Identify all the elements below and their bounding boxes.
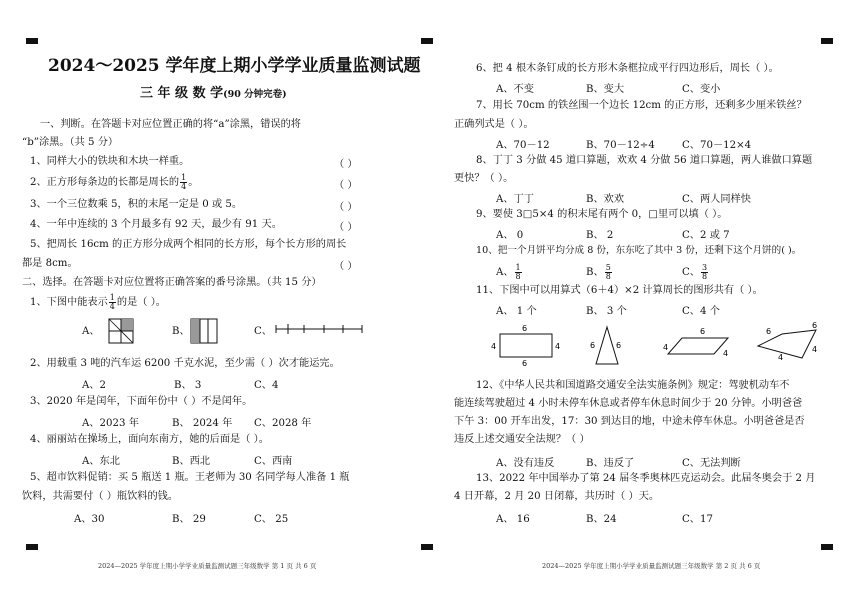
choice-q13-option-b: B、24 [586,514,617,525]
svg-text:6: 6 [616,341,622,350]
judge-q2: 2、正方形每条边的长都是周长的 $\frac{1}{4}$ 。 [30,172,199,191]
choice-q12-option-c: C、无法判断 [682,458,741,469]
judge-q5-line2: 都是 8cm。 [22,258,78,269]
choice-q6-option-c: C、变小 [682,84,721,95]
choice-q3: 3、2020 年是闰年，下面年份中（ ）不是闰年。 [30,396,253,407]
page-footer: 2024—2025 学年度上期小学学业质量监测试题三年级数学 第 2 页 共 6 页 [542,562,761,570]
answer-paren: （ ） [334,180,358,191]
duration-note: (90 分钟完卷) [223,89,287,100]
answer-paren: （ ） [334,202,358,213]
choice-q4-option-b: B、西北 [172,456,211,467]
choice-q12-line3: 下午 3：00 开车出发，17：30 到达目的地，中途未停车休息。小明爸爸是否 [454,416,805,427]
judge-q5-line1: 5、把周长 16cm 的正方形分成两个相同的长方形，每个长方形的周长 [30,239,347,250]
answer-paren: （ ） [334,261,358,272]
choice-q8-option-a: A、丁丁 [496,194,534,205]
choice-q4: 4、丽丽站在操场上，面向东南方，她的后面是（ ）。 [30,434,269,445]
fraction-one-eighth: $\frac{1}{8}$ [515,262,521,281]
svg-text:4: 4 [812,345,818,354]
svg-text:6: 6 [812,322,818,330]
choice-q6-option-b: B、变大 [586,84,625,95]
fraction-one-quarter: $\frac{1}{4}$ [181,172,187,191]
rectangle-thirds-shaded-figure [190,318,218,344]
choice-q2: 2、用载重 3 吨的汽车运 6200 千克水泥，至少需（ ）次才能运完。 [30,358,340,369]
choice-q11-option-b: B、 3 个 [586,306,627,317]
choice-q6-option-a: A、不变 [496,84,534,95]
section1-intro-line2: “b”涂黑。（共 5 分） [22,137,119,148]
choice-q5-option-b: B、 29 [172,514,206,525]
svg-text:4: 4 [491,342,497,351]
square-one-quarter-shaded-figure [108,318,134,344]
svg-text:6: 6 [522,359,528,368]
segmented-line-figure [274,322,364,336]
triangle-shape [590,327,621,364]
choice-q5-option-c: C、 25 [254,514,289,525]
choice-q11-option-a: A、 1 个 [496,306,537,317]
exam-page-2 [446,0,850,595]
choice-q10-option-c: C、 $\frac{3}{8}$ [682,262,708,281]
svg-text:6: 6 [522,324,528,333]
choice-q1-option-a: A、 [82,326,100,337]
svg-text:4: 4 [555,342,561,351]
exam-title: 2024～2025 学年度上期小学学业质量监测试题 [48,56,421,76]
choice-q12-line4: 违反上述交通安全法规？（ ） [454,434,590,445]
choice-q3-option-b: B、 2024 年 [172,418,233,429]
svg-text:4: 4 [778,353,784,362]
svg-text:6: 6 [590,341,596,350]
choice-q1: 1、下图中能表示 $\frac{1}{4}$ 的是（ ）。 [30,292,166,311]
choice-q5-option-a: A、30 [74,514,105,525]
choice-q13-option-a: A、 16 [496,514,530,525]
choice-q7-line1: 7、用长 70cm 的铁丝围一个边长 12cm 的正方形，还剩多少厘米铁丝？ [476,100,807,111]
subject-name: 三 年 级 数 学 [140,86,224,101]
fraction-three-eighths: $\frac{3}{8}$ [701,262,708,281]
choice-q12-option-b: B、违反了 [586,458,635,469]
choice-q13-line1: 13、2022 年中国举办了第 24 届冬季奥林匹克运动会。此届冬奥会于 2 月 [476,473,816,484]
choice-q2-option-b: B、 3 [174,380,202,391]
choice-q11-option-c: C、4 个 [682,306,720,317]
choice-q13-line2: 4 日开幕，2 月 20 日闭幕，共历时（ ）天。 [454,491,660,502]
choice-q12-option-a: A、没有违反 [496,458,555,469]
choice-q5-line1: 5、超市饮料促销：买 5 瓶送 1 瓶。王老师为 30 名同学每人准备 1 瓶 [30,472,350,483]
fraction-one-quarter: $\frac{1}{4}$ [109,292,115,311]
choice-q2-option-a: A、2 [82,380,107,391]
answer-paren: （ ） [334,222,358,233]
choice-q13-option-c: C、17 [682,514,713,525]
choice-q3-option-c: C、2028 年 [254,418,312,429]
choice-q8-option-b: B、欢欢 [586,194,625,205]
answer-paren: （ ） [334,159,358,170]
exam-subtitle [140,86,287,103]
choice-q7-line2: 正确列式是（ ）。 [454,119,534,130]
choice-q12-line2: 能连续驾驶超过 4 小时未停车休息或者停车休息时间少于 20 分钟。小明爸爸 [454,398,803,409]
svg-text:6: 6 [766,327,772,336]
section2-intro: 二、选择。在答题卡对应位置将正确答案的番号涂黑。（共 15 分） [22,277,322,288]
choice-q12-line1: 12、《中华人民共和国道路交通安全法实施条例》规定：驾驶机动车不 [476,380,790,391]
choice-q8-line1: 8、丁丁 3 分做 45 道口算题，欢欢 4 分做 56 道口算题，两人谁做口算题 [476,155,813,166]
choice-q9: 9、要使 3□5×4 的积末尾有两个 0，□里可以填（ ）。 [476,209,728,220]
fraction-five-eighths: $\frac{5}{8}$ [605,262,611,281]
choice-q8-line2: 更快？（ ）。 [454,173,514,184]
choice-q9-option-b: B、 2 [586,230,614,241]
choice-q1-option-c: C、 [254,326,272,337]
svg-text:6: 6 [700,327,706,336]
svg-text:4: 4 [663,343,669,352]
choice-q10-option-b: B、 $\frac{5}{8}$ [586,262,611,281]
judge-q2-text: 2、正方形每条边的长都是周长的 [30,177,180,188]
parallelogram-shape [663,327,728,358]
choice-q11: 11、下图中可以用算式（6＋4）×2 计算周长的图形共有（ ）。 [476,285,763,296]
judge-q1: 1、同样大小的铁块和木块一样重。 [30,156,190,167]
choice-q8-option-c: C、两人同样快 [682,194,751,205]
choice-q3-option-a: A、2023 年 [82,418,139,429]
choice-q4-option-c: C、西南 [254,456,293,467]
choice-q1-option-b: B、 [172,326,190,337]
choice-q10: 10、把一个月饼平均分成 8 份，东东吃了其中 3 份，还剩下这个月饼的( )。 [476,245,802,256]
page-footer: 2024—2025 学年度上期小学学业质量监测试题三年级数学 第 1 页 共 6 页 [98,562,317,570]
choice-q2-option-c: C、4 [254,380,279,391]
choice-q7-option-a: A、70－12 [496,140,550,151]
rectangle-shape [491,324,560,368]
exam-page-1 [22,0,426,595]
choice-q9-option-a: A、 0 [496,230,524,241]
choice-q7-option-c: C、70－12×4 [682,140,752,151]
quadrilateral-shape [758,322,817,362]
judge-q3: 3、一个三位数乘 5，积的末尾一定是 0 或 5。 [30,199,243,210]
choice-q6: 6、把 4 根木条钉成的长方形木条框拉成平行四边形后，周长（ ）。 [476,63,779,74]
q11-shapes-figure [482,322,832,372]
choice-q7-option-b: B、70－12÷4 [586,140,655,151]
judge-q4: 4、一年中连续的 3 个月最多有 92 天，最少有 91 天。 [30,219,282,230]
section1-intro-line1: 一、判断。在答题卡对应位置正确的将“a”涂黑，错误的将 [40,119,301,130]
choice-q4-option-a: A、东北 [82,456,120,467]
svg-text:4: 4 [723,349,729,358]
choice-q9-option-c: C、2 或 7 [682,230,730,241]
choice-q5-line2: 饮料，共需要付（ ）瓶饮料的钱。 [22,491,179,502]
choice-q10-option-a: A、 $\frac{1}{8}$ [496,262,521,281]
